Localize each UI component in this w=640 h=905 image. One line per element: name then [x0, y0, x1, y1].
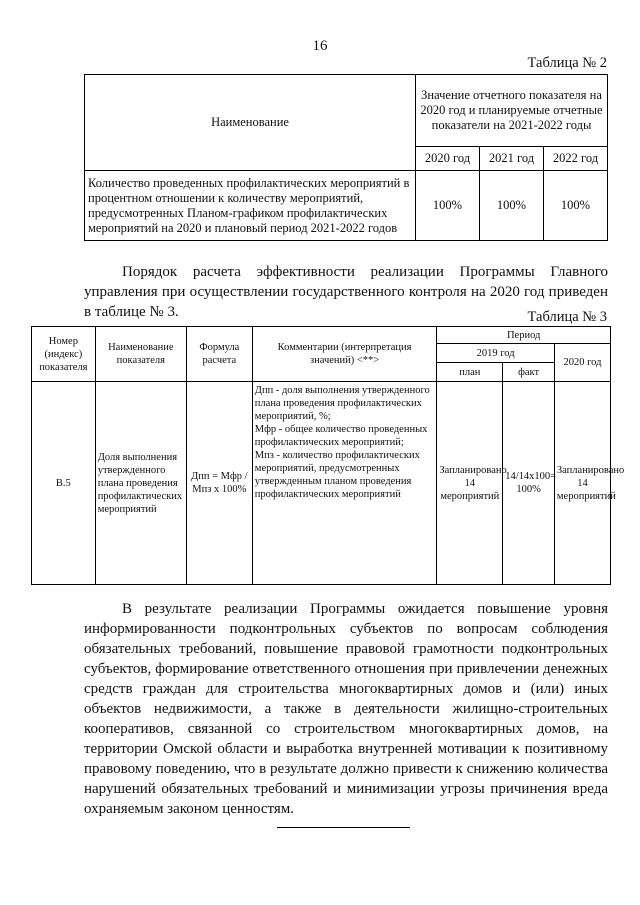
result-paragraph: В результате реализации Программы ожидается повышение уровня информированности подконтрольных субъектов по вопросам соблюдения обязательных требований, повышение правовой грамотности подконтрольных субъектов, формирование ответственного отношения при привлечении денежных средств граждан для строительства многоквартирных домов и (или) иных объектов недвижимости, а также в деятельности жилищно-строительных кооперативов, связанной со строительством многоквартирных домов, на территории Омской области и выработка внутренней мотивации к позитивному правовому поведению, что в результате должно привести к снижению количества нарушений обязательных требований и минимизации угрозы причинения вреда охраняемым законом ценностям. [84, 601, 608, 817]
table2-value-header: Значение отчетного показателя на 2020 год и планируемые отчетные показатели на 2021-2022 годы [416, 75, 608, 147]
table3-fact-header: факт [503, 363, 555, 382]
table3-name-header: Наименование показателя [95, 327, 186, 382]
table-2 [84, 74, 608, 241]
table2-value-2020: 100% [416, 171, 480, 241]
table3-comments-header: Комментарии (интерпретация значений) <**> [252, 327, 437, 382]
table2-row-name: Количество проведенных профилактических мероприятий в процентном отношении к количеству мероприятий, предусмотренных Планом-графиком профилактических мероприятий на 2020 и плановый период 2021-2022 годов [85, 171, 416, 241]
table2-year-2022: 2022 год [544, 147, 608, 171]
table2-value-2021: 100% [480, 171, 544, 241]
table3-year-2020: 2020 год [554, 344, 610, 382]
table2-value-2022: 100% [544, 171, 608, 241]
table3-plan-header: план [437, 363, 503, 382]
table-3 [31, 326, 625, 585]
table3-period-header: Период [437, 327, 611, 344]
table3-row-formula: Дпп = Мфр / Мпз х 100% [186, 382, 252, 585]
table3-row-comments [252, 382, 437, 585]
comment-line: Дпп - доля выполнения утвержденного плана проведения профилактических мероприятий, %; [254, 385, 430, 422]
table3-year-2019: 2019 год [437, 344, 555, 363]
table2-name-header: Наименование [85, 75, 416, 171]
table2-year-2020: 2020 год [416, 147, 480, 171]
table3-plan-2020: Запланировано 14 мероприятий [554, 382, 610, 585]
table3-formula-header: Формула расчета [186, 327, 252, 382]
comment-line: Мпз - количество профилактических мероприятий, предусмотренных утвержденным планом проведения профилактических мероприятий [254, 450, 420, 500]
page-number: 16 [312, 38, 328, 54]
table3-row-index: В.5 [32, 382, 96, 585]
table3-fact-2019: 14/14х100= 100% [503, 382, 555, 585]
table3-row-name: Доля выполнения утвержденного плана проведения профилактических мероприятий [95, 382, 186, 585]
table2-caption: Таблица № 2 [527, 55, 607, 71]
table3-index-header: Номер (индекс) показателя [32, 327, 96, 382]
table3-caption: Таблица № 3 [527, 309, 607, 325]
comment-line: Мфр - общее количество проведенных профилактических мероприятий; [254, 424, 428, 448]
separator-line [277, 827, 410, 828]
intro-paragraph: Порядок расчета эффективности реализации Программы Главного управления при осуществлении государственного контроля на 2020 год приведен в таблице № 3. [84, 264, 608, 320]
table2-year-2021: 2021 год [480, 147, 544, 171]
table3-plan-2019: Запланировано 14 мероприятий [437, 382, 503, 585]
